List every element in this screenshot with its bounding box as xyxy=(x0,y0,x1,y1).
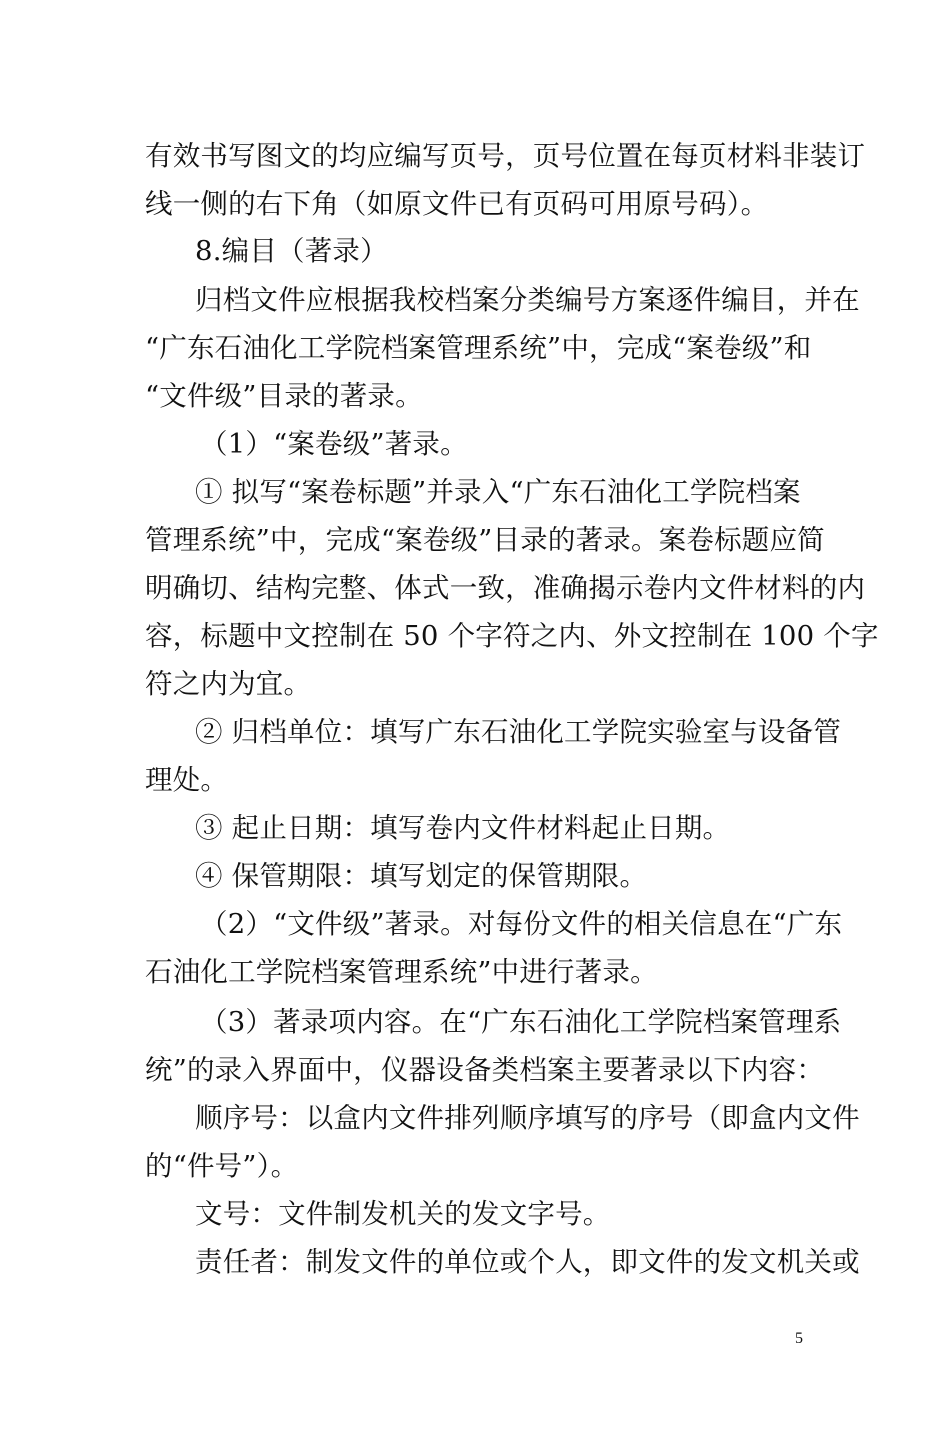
text-line: 统”的录入界面中，仪器设备类档案主要著录以下内容： xyxy=(145,1054,825,1086)
text-line: 文号：文件制发机关的发文字号。 xyxy=(195,1198,611,1230)
text-line: 石油化工学院档案管理系统”中进行著录。 xyxy=(145,956,658,988)
text-line: 明确切、结构完整、体式一致，准确揭示卷内文件材料的内 xyxy=(145,572,866,604)
text-line: 有效书写图文的均应编写页号，页号位置在每页材料非装订 xyxy=(145,140,866,172)
subsection-heading: （2）“文件级”著录。对每份文件的相关信息在“广东 xyxy=(200,908,843,940)
text-line: “广东石油化工学院档案管理系统”中，完成“案卷级”和 xyxy=(145,332,812,364)
subsection-heading: （3）著录项内容。在“广东石油化工学院档案管理系 xyxy=(200,1006,842,1038)
text-line: 线一侧的右下角（如原文件已有页码可用原号码）。 xyxy=(145,188,769,220)
text-line: 容，标题中文控制在 50 个字符之内、外文控制在 100 个字 xyxy=(145,620,879,652)
text-line: 的“件号”）。 xyxy=(145,1150,299,1182)
section-heading: 8.编目（著录） xyxy=(195,235,388,267)
text-line: “文件级”目录的著录。 xyxy=(145,380,423,412)
text-line: 管理系统”中，完成“案卷级”目录的著录。案卷标题应简 xyxy=(145,524,825,556)
text-line: 理处。 xyxy=(145,764,229,796)
text-line: 归档文件应根据我校档案分类编号方案逐件编目，并在 xyxy=(195,284,860,316)
text-line: 符之内为宜。 xyxy=(145,668,312,700)
text-line: 顺序号：以盒内文件排列顺序填写的序号（即盒内文件 xyxy=(195,1102,860,1134)
page-number: 5 xyxy=(795,1330,803,1347)
subsection-heading: （1）“案卷级”著录。 xyxy=(200,428,468,460)
text-line: ② 归档单位：填写广东石油化工学院实验室与设备管 xyxy=(195,716,842,748)
text-line: ④ 保管期限：填写划定的保管期限。 xyxy=(195,860,648,892)
text-line: 责任者：制发文件的单位或个人，即文件的发文机关或 xyxy=(195,1246,860,1278)
text-line: ① 拟写“案卷标题”并录入“广东石油化工学院档案 xyxy=(195,476,801,508)
text-line: ③ 起止日期：填写卷内文件材料起止日期。 xyxy=(195,812,731,844)
